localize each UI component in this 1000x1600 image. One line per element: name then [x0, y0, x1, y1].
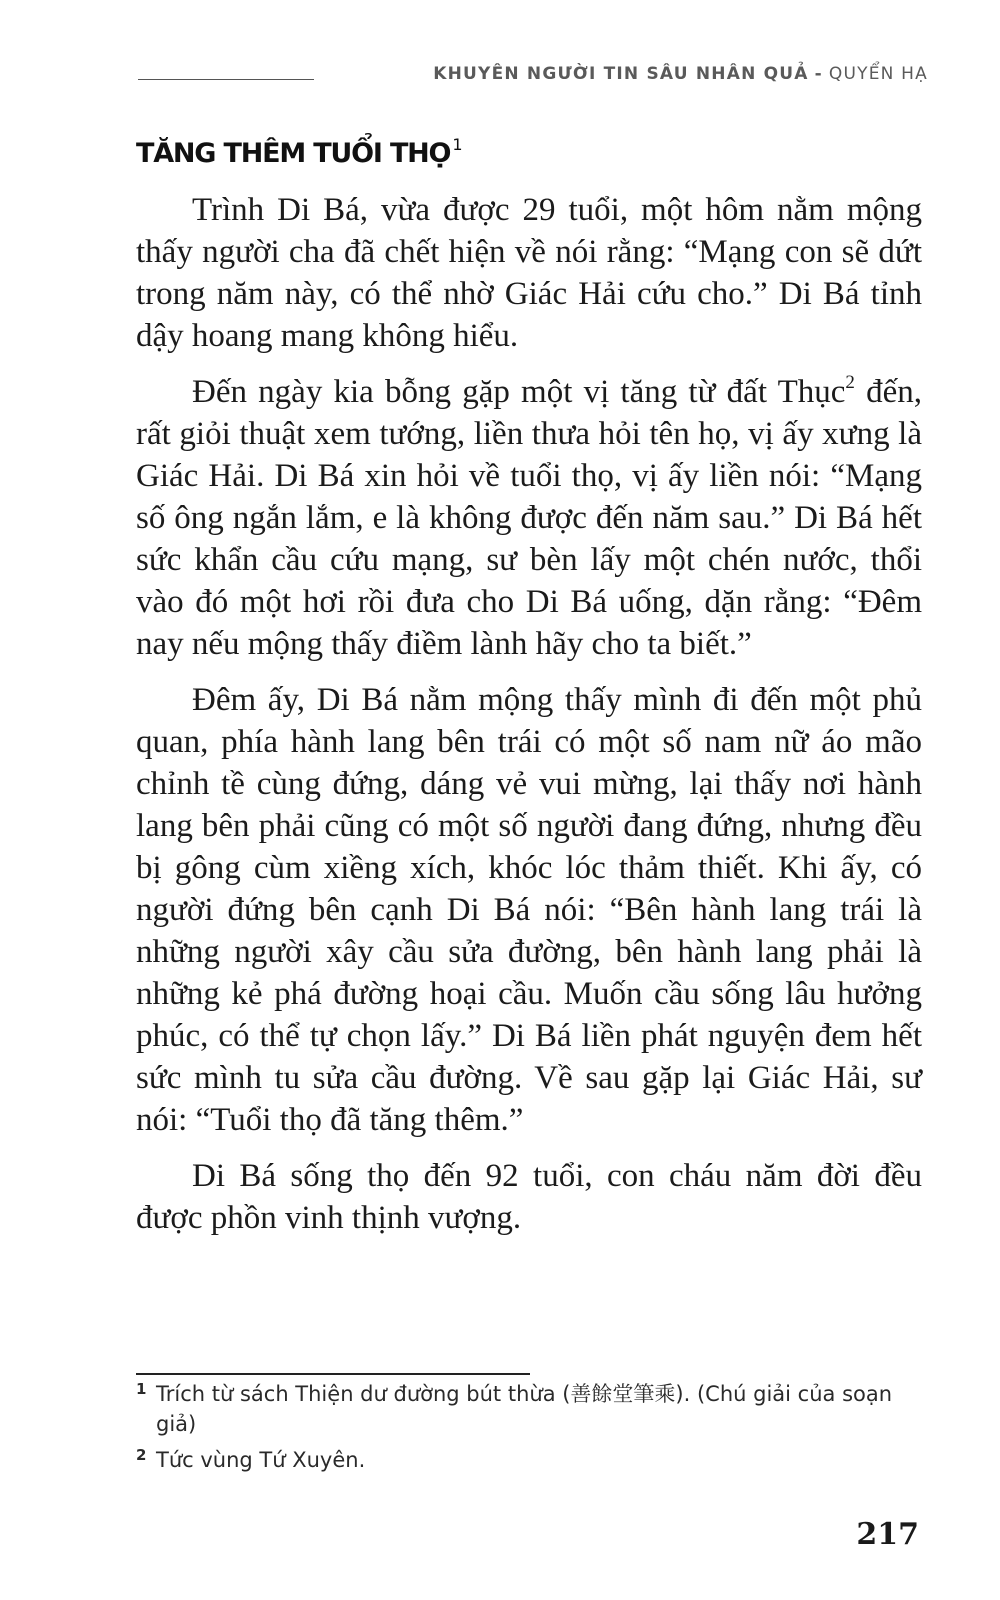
title-footnote-ref: 1 [452, 135, 463, 154]
page-number: 217 [856, 1517, 919, 1552]
paragraph-2 [136, 371, 922, 665]
footnote-1-mark: 1 [136, 1380, 147, 1398]
footnote-2-mark: 2 [136, 1446, 147, 1464]
header-rule [138, 79, 314, 80]
paragraph-4: Di Bá sống thọ đến 92 tuổi, con cháu năm đời đều được phồn vinh thịnh vượng. [136, 1158, 922, 1236]
story-body [136, 189, 922, 1253]
footnote-2-text: Tức vùng Tứ Xuyên. [156, 1448, 366, 1472]
footnote-ref-2: 2 [845, 372, 855, 393]
story-title [136, 135, 463, 169]
running-header [433, 64, 928, 84]
footnote-1-text: Trích từ sách Thiện dư đường bút thừa (善餘堂筆乘). (Chú giải của soạn giả) [156, 1382, 893, 1436]
paragraph-2-text-before: Đến ngày kia bỗng gặp một vị tăng từ đất Thục [192, 374, 846, 410]
running-header-volume: QUYỂN HẠ [828, 64, 928, 84]
running-header-separator: - [814, 64, 823, 84]
paragraph-2-text-after: đến, rất giỏi thuật xem tướng, liền thưa hỏi tên họ, vị ấy xưng là Giác Hải. Di Bá xin hỏi về tuổi thọ, vị ấy liền nói: “Mạng số ông ngắn lắm, e là không được đến năm sau.” Di Bá hết sức khẩn cầu cứu mạng, sư bèn lấy một chén nước, thổi vào đó một hơi rồi đưa cho Di Bá uống, dặn rằng: “Đêm nay nếu mộng thấy điềm lành hãy cho ta biết.” [136, 374, 922, 662]
footnote-2 [136, 1445, 922, 1475]
running-header-book-title: KHUYÊN NGƯỜI TIN SÂU NHÂN QUẢ [433, 64, 809, 84]
footnote-rule [136, 1373, 530, 1375]
footnotes [136, 1379, 922, 1481]
paragraph-3: Đêm ấy, Di Bá nằm mộng thấy mình đi đến một phủ quan, phía hành lang bên trái có một số nam nữ áo mão chỉnh tề cùng đứng, dáng vẻ vui mừng, lại thấy nơi hành lang bên phải cũng có một số người đang đứng, nhưng đều bị gông cùm xiềng xích, khóc lóc thảm thiết. Khi ấy, có người đứng bên cạnh Di Bá nói: “Bên hành lang trái là những người xây cầu sửa đường, bên hành lang phải là những kẻ phá đường hoại cầu. Muốn cầu sống lâu hưởng phúc, có thể tự chọn lấy.” Di Bá liền phát nguyện đem hết sức mình tu sửa cầu đường. Về sau gặp lại Giác Hải, sư nói: “Tuổi thọ đã tăng thêm.” [136, 682, 922, 1138]
paragraph-1: Trình Di Bá, vừa được 29 tuổi, một hôm nằm mộng thấy người cha đã chết hiện về nói rằng: “Mạng con sẽ dứt trong năm này, có thể nhờ Giác Hải cứu cho.” Di Bá tỉnh dậy hoang mang không hiểu. [136, 192, 922, 354]
story-title-text: TĂNG THÊM TUỔI THỌ [136, 138, 451, 169]
footnote-1 [136, 1379, 922, 1439]
